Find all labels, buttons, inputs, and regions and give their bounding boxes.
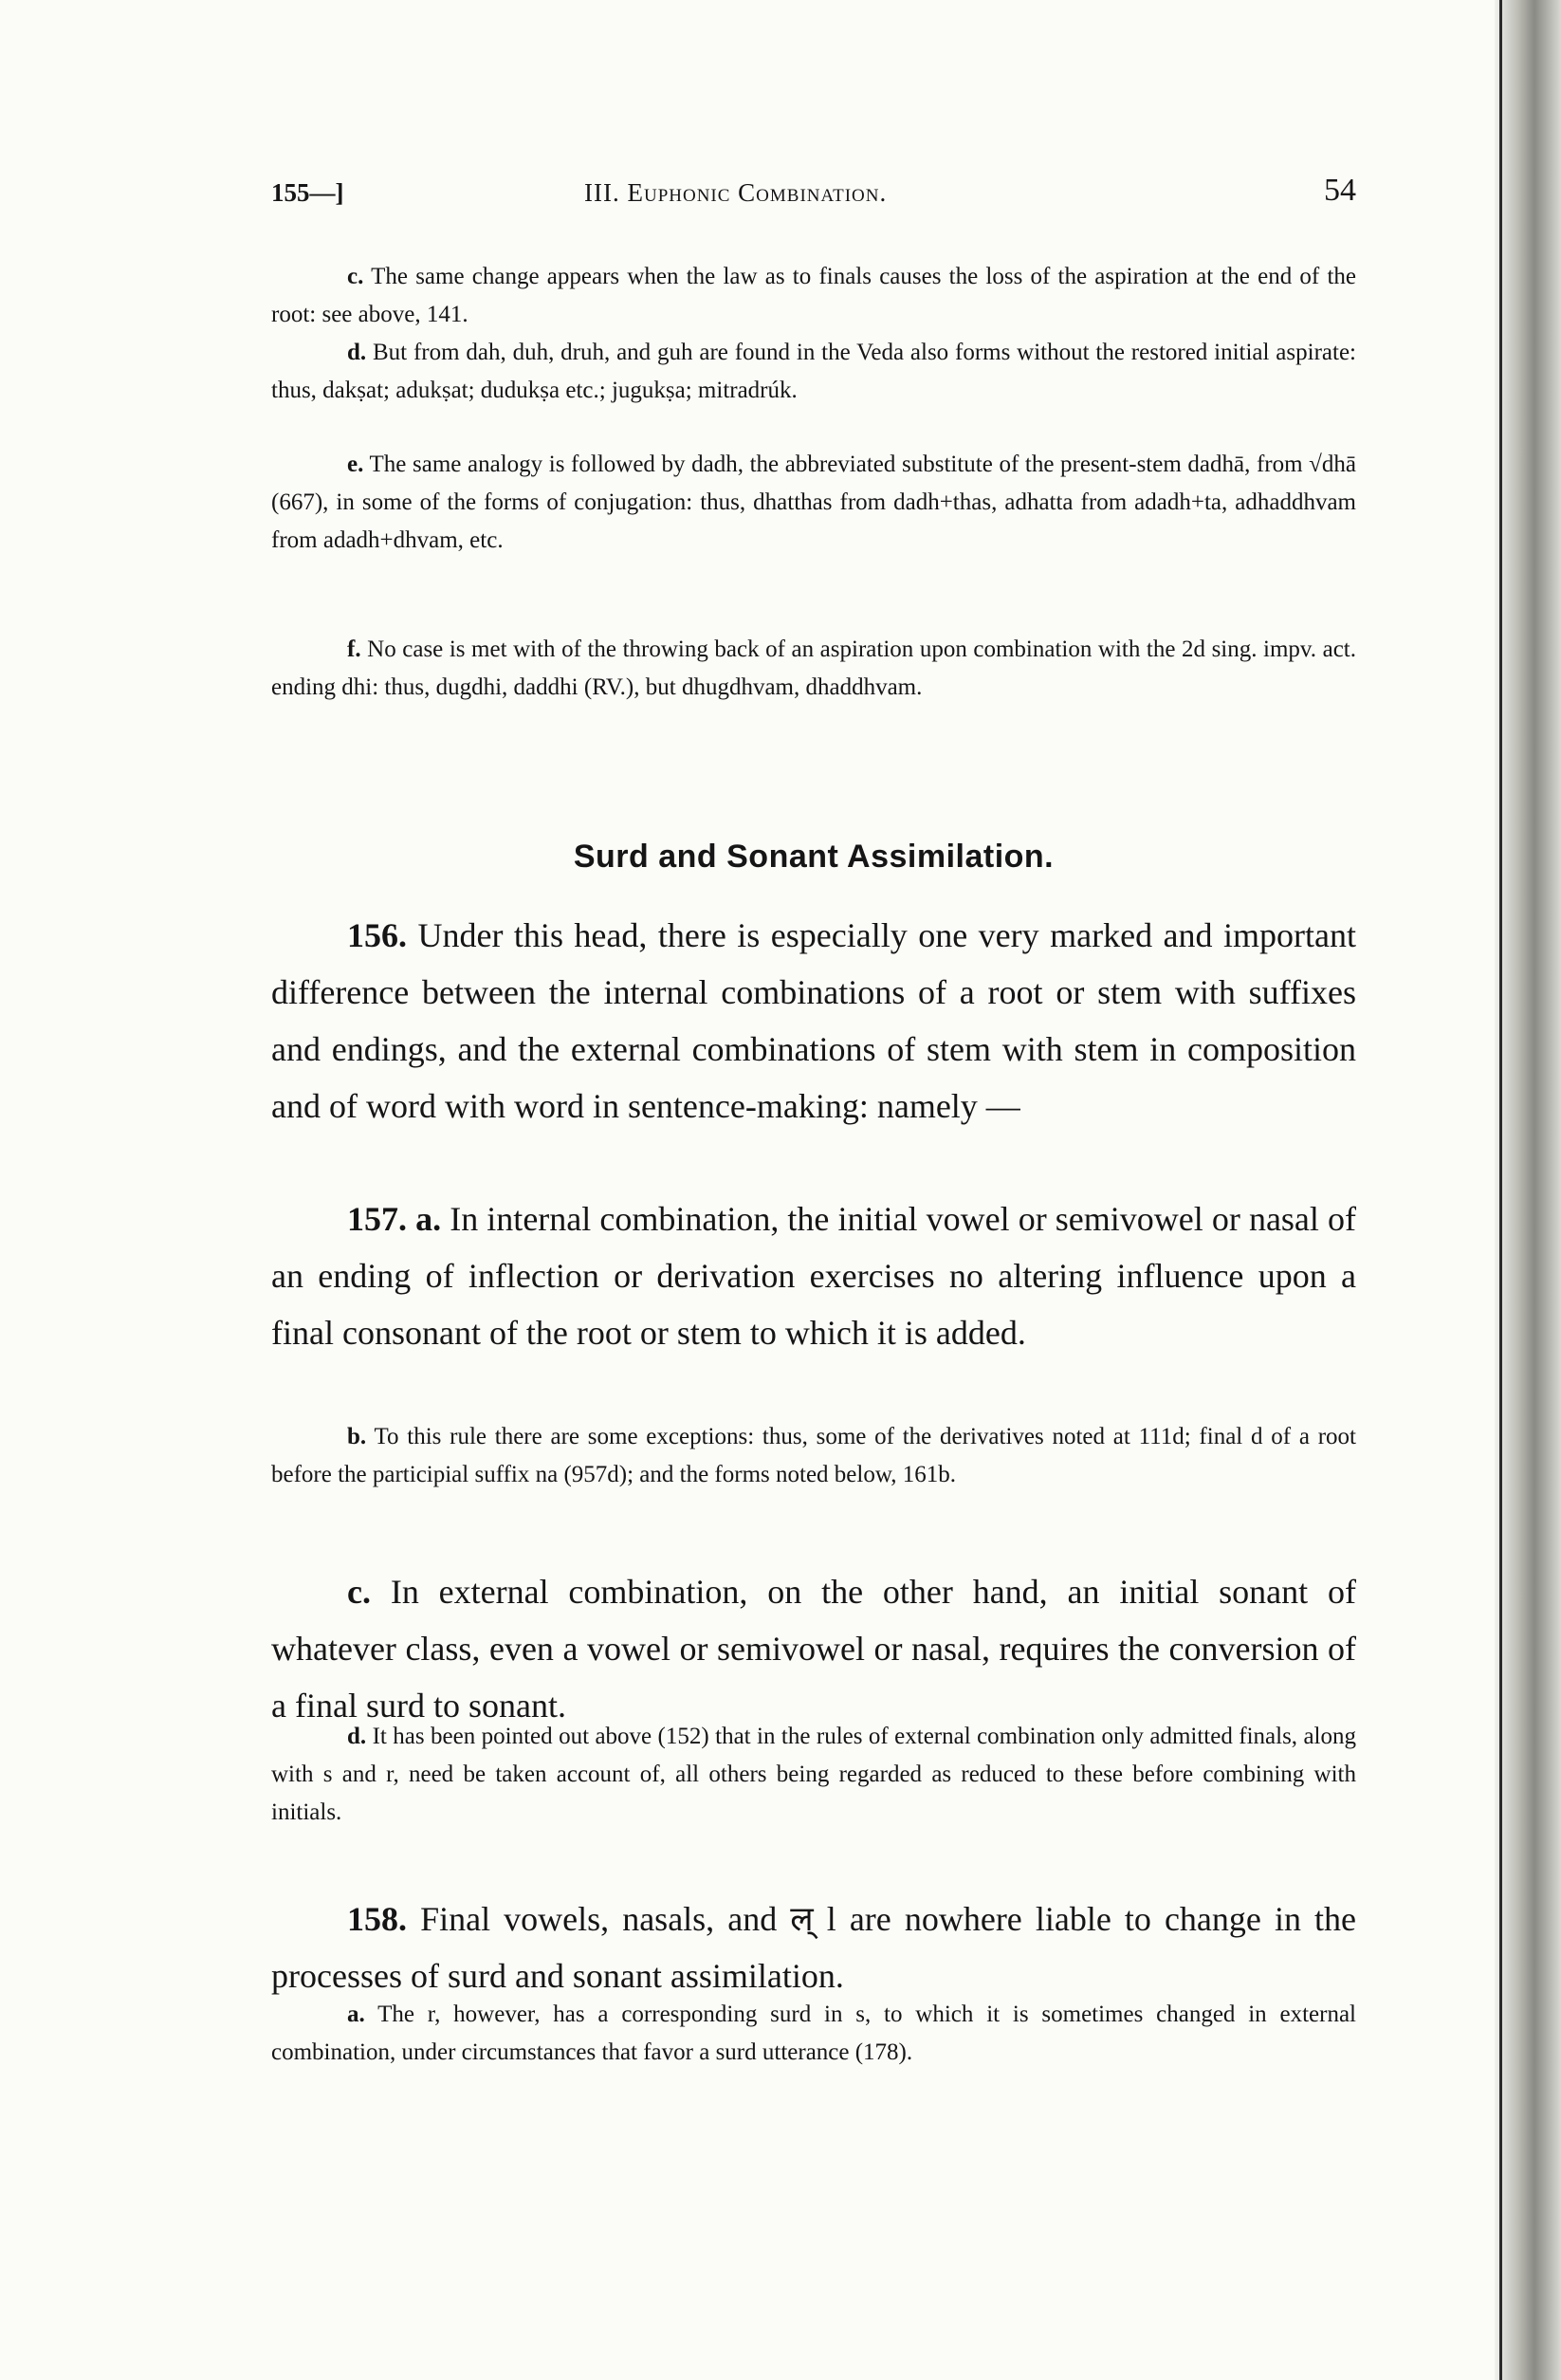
label-158a: a. [347, 2002, 365, 2027]
paragraph-157b [271, 1418, 1356, 1494]
text-158: Final vowels, nasals, and ल् l are nowhere liable to change in the processes of surd and sonant assimilation. [271, 1900, 1357, 1995]
label-157d: d. [347, 1724, 367, 1749]
paragraph-155f [271, 631, 1356, 707]
text-158a: The r, however, has a corresponding surd in s, to which it is sometimes changed in external combination, under circumstances that favor a surd utterance (178). [271, 2002, 1356, 2065]
number-156: 156. [347, 916, 407, 954]
paragraph-156 [271, 907, 1356, 1135]
paragraph-158a [271, 1996, 1356, 2072]
text-155e: The same analogy is followed by dadh, the abbreviated substitute of the present-stem dadhā, from √dhā (667), in some of the forms of conjugation: thus, dhatthas from dadh+thas, adhatta from adadh+ta, adhaddhvam from adadh+dhvam, etc. [271, 452, 1356, 553]
label-155c: c. [347, 264, 364, 289]
text-157a: In internal combination, the initial vowel or semivowel or nasal of an ending of inflection or derivation exercises no altering influence upon a final consonant of the root or stem to which it is added. [271, 1200, 1357, 1352]
paragraph-155c [271, 258, 1356, 334]
paragraph-157d [271, 1718, 1356, 1832]
label-157b: b. [347, 1424, 367, 1449]
paragraph-155d [271, 334, 1356, 410]
page-edge-line [1499, 0, 1502, 2380]
text-157c: In external combination, on the other hand, an initial sonant of whatever class, even a vowel or semivowel or nasal, requires the conversion of a final surd to sonant. [271, 1573, 1356, 1725]
text-155d: But from dah, duh, druh, and guh are found in the Veda also forms without the restored initial aspirate: thus, dakṣat; adukṣat; dudukṣa etc.; jugukṣa; mitradrúk. [271, 340, 1356, 403]
number-158: 158. [347, 1900, 407, 1938]
text-156: Under this head, there is especially one very marked and important difference between the internal combinations of a root or stem with suffixes and endings, and the external combinations of stem with stem in composition and of word with word in sentence-making: namely — [271, 916, 1356, 1125]
header-page-number: 54 [1324, 173, 1356, 208]
paragraph-155e [271, 446, 1356, 560]
label-157c: c. [347, 1573, 371, 1611]
section-heading: Surd and Sonant Assimilation. [573, 839, 1055, 875]
paragraph-157c [271, 1563, 1356, 1734]
text-157b: To this rule there are some exceptions: thus, some of the derivatives noted at 111d; final d of a root before the participial suffix na (957d); and the forms noted below, 161b. [271, 1424, 1356, 1487]
paragraph-158 [271, 1891, 1356, 2004]
text-157d: It has been pointed out above (152) that in the rules of external combination only admitted finals, along with s and r, need be taken account of, all others being regarded as reduced to these before combining with initials. [271, 1724, 1357, 1825]
paragraph-157a [271, 1190, 1356, 1361]
label-155e: e. [347, 452, 364, 477]
label-157a: a. [415, 1200, 442, 1238]
text-155c: The same change appears when the law as to finals causes the loss of the aspiration at the end of the root: see above, 141. [271, 264, 1356, 327]
page-edge-shadow [1495, 0, 1561, 2380]
running-header [271, 173, 1356, 220]
header-chapter-title: III. Euphonic Combination. [584, 178, 888, 207]
text-155f: No case is met with of the throwing back of an aspiration upon combination with the 2d sing. impv. act. ending dhi: thus, dugdhi, daddhi (RV.), but dhugdhvam, dhaddhvam. [271, 637, 1357, 700]
label-155f: f. [347, 637, 361, 662]
number-157: 157. [347, 1200, 407, 1238]
label-155d: d. [347, 340, 367, 365]
header-section-ref: 155—] [271, 178, 344, 207]
